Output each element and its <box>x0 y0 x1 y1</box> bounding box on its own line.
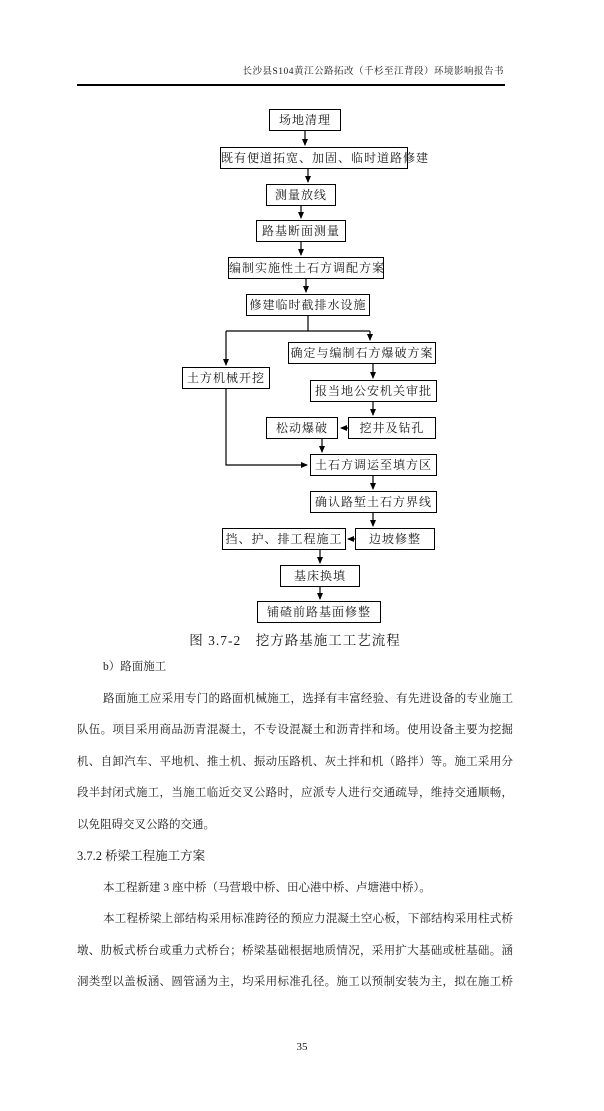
header-title: 长沙县S104黄江公路拓改（千杉至江背段）环境影响报告书 <box>242 67 504 77</box>
fc-box-earthwork-transport-to-fill: 土石方调运至填方区 <box>310 454 437 476</box>
page-number: 35 <box>296 1041 308 1053</box>
body-line: 本工程新建 3 座中桥（马营塅中桥、田心港中桥、卢塘港中桥）。 <box>103 881 431 894</box>
fc-box-subgrade-replacement: 基床换填 <box>280 565 360 587</box>
fc-box-retaining-drainage-works: 挡、护、排工程施工 <box>222 528 346 550</box>
body-line: 队伍。项目采用商品沥青混凝土，不专设混凝土和沥青拌和场。使用设备主要为挖掘 <box>77 724 513 736</box>
fc-box-blasting-plan: 确定与编制石方爆破方案 <box>288 342 436 364</box>
fc-box-temporary-road-widening: 既有便道拓宽、加固、临时道路修建 <box>220 147 408 169</box>
fc-box-pre-ballast-surface-trimming: 铺碴前路基面修整 <box>257 601 381 623</box>
section-heading-372: 3.7.2 桥梁工程施工方案 <box>77 849 206 863</box>
figure-caption: 图 3.7-2 挖方路基施工工艺流程 <box>189 633 401 648</box>
body-line: 以免阻碍交叉公路的交通。 <box>77 818 215 831</box>
fc-box-mechanical-excavation: 土方机械开挖 <box>182 367 270 389</box>
fc-box-temporary-drainage: 修建临时截排水设施 <box>246 294 370 316</box>
body-line: 路面施工应采用专门的路面机械施工，选择有丰富经验、有先进设备的专业施工 <box>103 692 513 705</box>
body-line: 本工程桥梁上部结构采用标准跨径的预应力混凝土空心板，下部结构采用柱式桥 <box>103 913 513 925</box>
body-line: 机、自卸汽车、平地机、推土机、振动压路机、灰土拌和机（路拌）等。施工采用分 <box>77 755 513 768</box>
fc-box-survey-layout: 测量放线 <box>266 184 336 206</box>
body-line: 段半封闭式施工，当施工临近交叉公路时，应派专人进行交通疏导，维持交通顺畅， <box>77 787 513 799</box>
fc-box-loosening-blasting: 松动爆破 <box>266 417 338 439</box>
fc-box-subgrade-section-survey: 路基断面测量 <box>256 220 346 242</box>
body-line: 洞类型以盖板涵、圆管涵为主，均采用标准孔径。施工以预制安装为主，拟在施工桥 <box>77 976 513 988</box>
fc-box-cutting-boundary-confirmation: 确认路堑土石方界线 <box>310 491 437 513</box>
fc-box-earthwork-allocation-plan: 编制实施性土石方调配方案 <box>228 257 384 279</box>
header-rule <box>77 84 505 86</box>
body-text <box>77 652 513 999</box>
fc-box-police-approval: 报当地公安机关审批 <box>310 380 437 402</box>
subsection-heading-pavement: b）路面施工 <box>103 661 167 673</box>
body-line: 墩、肋板式桥台或重力式桥台；桥梁基础根据地质情况，采用扩大基础或桩基础。涵 <box>77 944 513 957</box>
fc-box-well-drilling: 挖井及钻孔 <box>348 417 436 439</box>
fc-box-site-clearing: 场地清理 <box>269 109 341 131</box>
fc-box-slope-trimming: 边坡修整 <box>355 528 435 550</box>
